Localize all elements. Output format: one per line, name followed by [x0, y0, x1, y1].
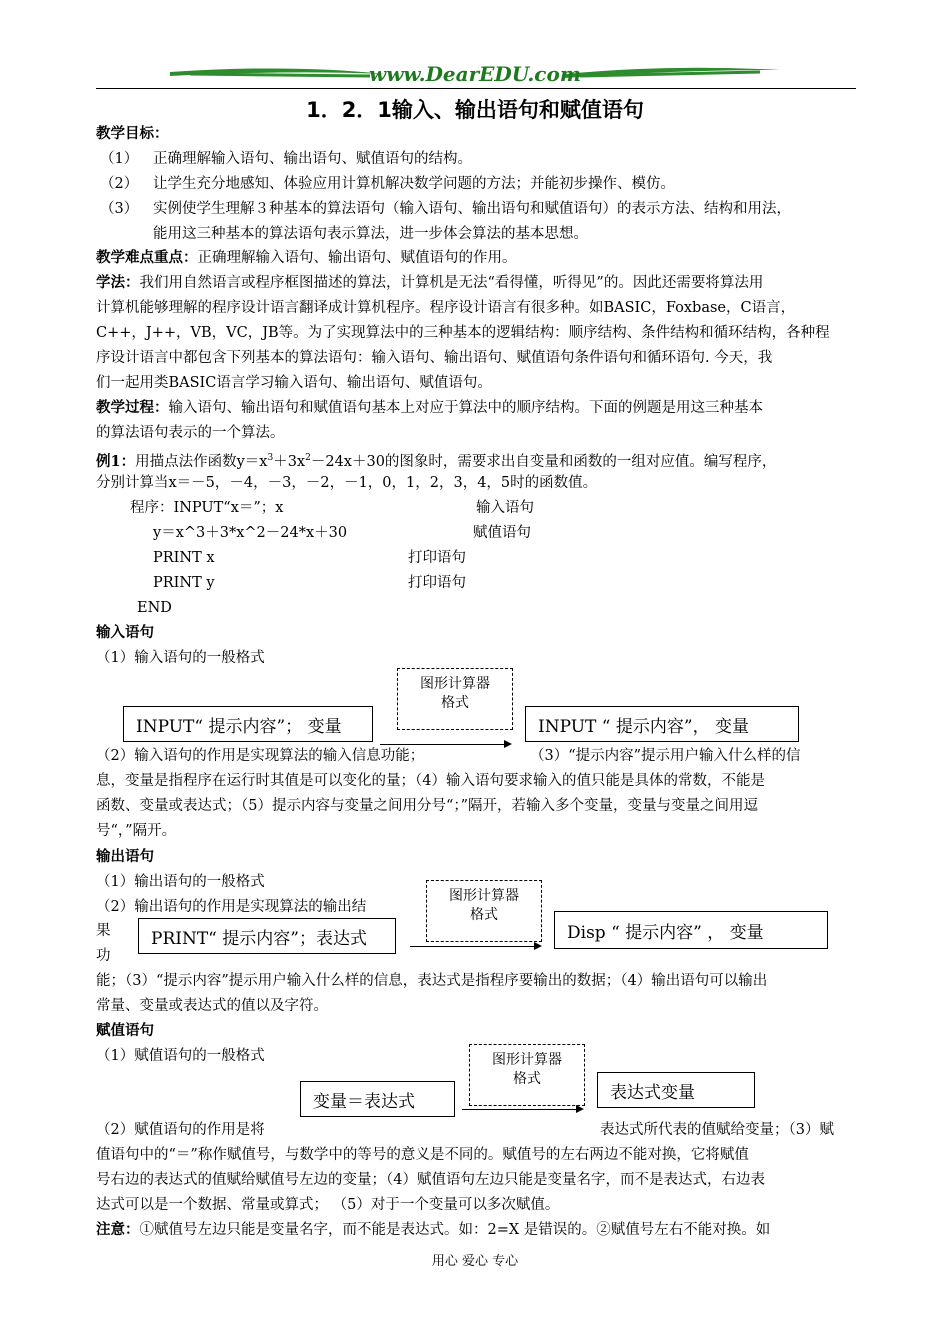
process-text: 输入语句、输出语句和赋值语句基本上对应于算法中的顺序结构。下面的例题是用这三种基本: [168, 400, 763, 416]
assign-format-box: 变量＝表达式: [300, 1081, 455, 1117]
example-label: 例1：: [96, 452, 136, 470]
program-code: PRINT x: [153, 550, 215, 566]
logo-text: www.DearEDU.com: [368, 62, 581, 86]
arrow-icon: [380, 744, 510, 745]
example-text: 用描点法作函数y＝x: [135, 453, 268, 470]
assign-para: 表达式所代表的值赋给变量；（3）赋: [600, 1122, 834, 1138]
goal-num: （3）: [100, 201, 139, 217]
goal-num: （2）: [100, 176, 139, 192]
section-heading-output: 输出语句: [96, 848, 154, 865]
process-line: [96, 398, 763, 418]
output-para: 常量、变量或表达式的值以及字符。: [96, 998, 328, 1014]
program-note: 打印语句: [408, 575, 466, 591]
program-code: PRINT y: [153, 575, 215, 591]
goals-label: 教学目标：: [96, 125, 169, 142]
goal-text: 实例使学生理解３种基本的算法语句（输入语句、输出语句和赋值语句）的表示方法、结构和用法，: [153, 201, 791, 217]
note-text: ①赋值号左边只能是变量名字，而不能是表达式。如：2=X 是错误的。②赋值号左右不能对换。如: [139, 1222, 771, 1238]
site-logo: [170, 60, 780, 88]
calc-label: 格式: [513, 1071, 541, 1087]
assign-para: 达式可以是一个数据、常量或算式； （5）对于一个变量可以多次赋值。: [96, 1197, 560, 1213]
calc-label: 图形计算器: [449, 888, 519, 904]
goal-num: （1）: [100, 151, 139, 167]
section-heading-input: 输入语句: [96, 624, 154, 641]
input-para: （2）输入语句的作用是实现算法的输入信息功能；: [96, 748, 425, 764]
assign-item1: （1）赋值语句的一般格式: [96, 1048, 265, 1064]
input-format-box: INPUT“ 提示内容”； 变量: [123, 706, 373, 742]
section-heading-assign: 赋值语句: [96, 1022, 154, 1039]
input-para: 函数、变量或表达式；（5）提示内容与变量之间用分号“；”隔开，若输入多个变量，变量与变量之间用逗: [96, 798, 759, 814]
program-note: 打印语句: [408, 550, 466, 566]
program-code: 程序：INPUT“x＝”；x: [130, 500, 284, 516]
study-label: 学法：: [96, 274, 140, 291]
exponent: 2: [305, 453, 311, 463]
output-text: 果: [96, 923, 111, 939]
example-text: －24x＋30的图象时，需要求出自变量和函数的一组对应值。编写程序，: [310, 453, 777, 470]
calculator-format-box: [426, 880, 542, 942]
study-line: [96, 273, 763, 293]
program-note: 赋值语句: [473, 525, 531, 541]
study-line: C++，J++，VB，VC，JB等。为了实现算法中的三种基本的逻辑结构：顺序结构、条件结构和循环结构，各种程: [96, 325, 830, 341]
process-line: 的算法语句表示的一个算法。: [96, 425, 285, 441]
program-code: END: [137, 600, 172, 616]
calculator-format-box: [397, 668, 513, 730]
output-para: 能；（3）“提示内容”提示用户输入什么样的信息，表达式是指程序要输出的数据；（4）输出语句可以输出: [96, 973, 768, 989]
calculator-input-box: INPUT “ 提示内容”， 变量: [525, 706, 799, 742]
arrow-icon: [410, 946, 540, 947]
assign-para: （2）赋值语句的作用是将: [96, 1122, 265, 1138]
program-code: y＝x^3＋3*x^2－24*x＋30: [153, 525, 348, 541]
calc-label: 格式: [441, 695, 469, 711]
goal-text-cont: 能用这三种基本的算法语句表示算法，进一步体会算法的基本思想。: [153, 226, 588, 242]
example-line: [96, 448, 776, 472]
study-line: 序设计语言中都包含下列基本的算法语句：输入语句、输出语句、赋值语句条件语句和循环语句. 今天，我: [96, 350, 773, 366]
output-item1: （1）输出语句的一般格式: [96, 874, 265, 890]
note-label: 注意：: [96, 1221, 140, 1238]
goal-text: 正确理解输入语句、输出语句、赋值语句的结构。: [153, 151, 472, 167]
key-text: 正确理解输入语句、输出语句、赋值语句的作用。: [197, 250, 517, 266]
study-text: 我们用自然语言或程序框图描述的算法，计算机是无法“看得懂，听得见”的。因此还需要将算法用: [139, 275, 764, 291]
calculator-format-box: [469, 1044, 585, 1106]
disp-format-box: Disp “ 提示内容” ， 变量: [554, 911, 828, 949]
note-line: [96, 1220, 770, 1240]
exponent: 3: [267, 453, 274, 463]
arrow-icon: [462, 1109, 582, 1110]
program-note: 输入语句: [476, 500, 534, 516]
calc-label: 图形计算器: [420, 676, 490, 692]
goal-text: 让学生充分地感知、体验应用计算机解决数学问题的方法；并能初步操作、模仿。: [153, 176, 675, 192]
study-line: 计算机能够理解的程序设计语言翻译成计算机程序。程序设计语言有很多种。如BASIC，Foxbase，C语言，: [96, 300, 796, 316]
process-label: 教学过程：: [96, 399, 169, 416]
key-points: [96, 248, 517, 268]
header-rule: [96, 88, 856, 89]
output-item2: （2）输出语句的作用是实现算法的输出结: [96, 899, 367, 915]
key-label: 教学难点重点：: [96, 249, 198, 266]
calculator-assign-box: 表达式变量: [597, 1072, 755, 1108]
input-para: 号“，”隔开。: [96, 823, 177, 839]
page-title: 1．2．1输入、输出语句和赋值语句: [306, 98, 644, 122]
calc-label: 图形计算器: [492, 1052, 562, 1068]
example-line: 分别计算当x＝－5，－4，－3，－2，－1，0，1，2，3，4，5时的函数值。: [96, 475, 598, 491]
assign-para: 号右边的表达式的值赋给赋值号左边的变量；（4）赋值语句左边只能是变量名字，而不是表达式，右边表: [96, 1172, 765, 1188]
print-format-box: PRINT“ 提示内容”；表达式: [138, 918, 396, 954]
input-para: （3）“提示内容”提示用户输入什么样的信: [530, 748, 801, 764]
input-para: 息，变量是指程序在运行时其值是可以变化的量；（4）输入语句要求输入的值只能是具体的常数，不能是: [96, 773, 765, 789]
output-text: 功: [96, 948, 111, 964]
input-item1: （1）输入语句的一般格式: [96, 650, 265, 666]
assign-para: 值语句中的“＝”称作赋值号，与数学中的等号的意义是不同的。赋值号的左右两边不能对换，它将赋值: [96, 1147, 749, 1163]
calc-label: 格式: [470, 907, 498, 923]
study-line: 们一起用类BASIC语言学习输入语句、输出语句、赋值语句。: [96, 375, 492, 391]
example-text: ＋3x: [273, 453, 306, 470]
page-footer: 用心 爱心 专心: [431, 1254, 519, 1269]
